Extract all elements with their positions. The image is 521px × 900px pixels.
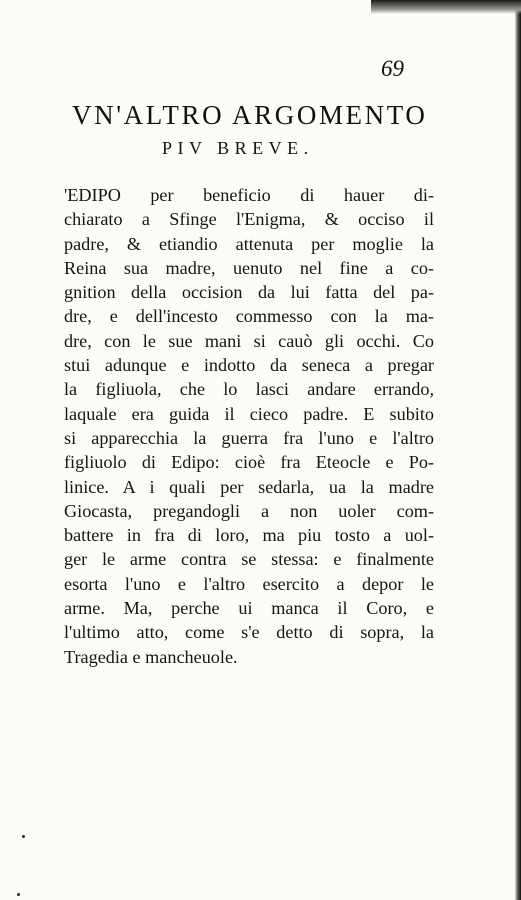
section-title: VN'ALTRO ARGOMENTO [72,100,428,130]
text-line: Giocasta, pregandogli a non uoler com- [64,500,434,521]
text-line: gnition della occision da lui fatta del pa- [64,282,434,303]
text-line: battere in fra di loro, ma piu tosto a uol- [64,525,434,546]
text-line: laquale era guida il cieco padre. E subito [64,403,434,424]
text-line: padre, & etiandio attenuta per moglie la [64,233,434,254]
page-number: 69 [381,56,404,81]
text-line: figliuolo di Edipo: cioè fra Eteocle e Po- [64,452,434,473]
ink-speck [22,835,25,838]
scan-edge-shadow [515,0,521,900]
scan-corner-shadow [371,0,521,14]
text-line: l'ultimo atto, come s'e detto di sopra, la [64,622,434,643]
text-line: dre, con le sue mani si cauò gli occhi. Co [64,330,434,351]
section-subtitle: PIV BREVE. [162,138,314,158]
text-line: esorta l'uno e l'altro esercito a depor le [64,573,434,594]
text-line: Reina sua madre, uenuto nel fine a co- [64,257,434,278]
text-line: chiarato a Sfinge l'Enigma, & occiso il [64,209,434,230]
text-line: arme. Ma, perche ui manca il Coro, e [64,598,434,619]
ink-speck [17,893,20,896]
text-line: la figliuola, che lo lasci andare errando, [64,379,434,400]
text-line: si apparecchia la guerra fra l'uno e l'altro [64,427,434,448]
body-paragraph [64,183,434,669]
text-line: stui adunque e indotto da seneca a pregar [64,355,434,376]
text-line: 'EDIPO per beneficio di hauer di- [64,185,434,205]
text-line: Tragedia e mancheuole. [64,646,238,667]
text-line: dre, e dell'incesto commesso con la ma- [64,306,434,327]
text-line: ger le arme contra se stessa: e finalmente [64,549,434,570]
text-line: linice. A i quali per sedarla, ua la madre [64,476,434,497]
